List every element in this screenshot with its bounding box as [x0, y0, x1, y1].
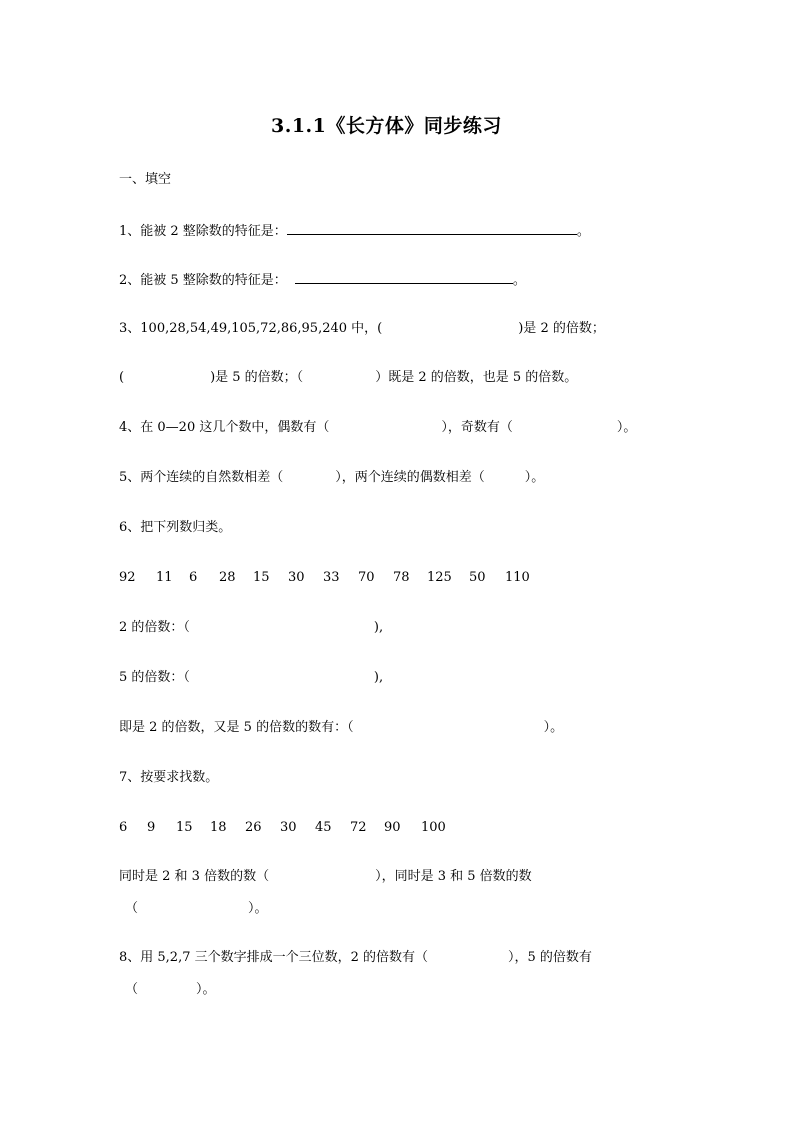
question-4-text-b: ），奇数有（: [441, 420, 513, 435]
number-item: 50: [469, 570, 486, 585]
question-7: 7、按要求找数。: [119, 770, 219, 785]
question-1-end: 。: [576, 224, 590, 239]
number-item: 30: [280, 820, 297, 835]
question-6-text-f: ）。: [543, 720, 564, 735]
question-4-text-c: ）。: [616, 420, 637, 435]
number-item: 90: [384, 820, 401, 835]
number-item: 18: [210, 820, 227, 835]
number-item: 9: [147, 820, 156, 835]
section-heading: 一、填空: [119, 172, 172, 187]
question-6-multiples-of-2: [119, 620, 383, 636]
number-item: 125: [427, 570, 452, 585]
question-8-text-b: ），5 的倍数有: [508, 950, 592, 965]
question-7-line-2: [125, 901, 268, 917]
question-5-text-b: ），两个连续的偶数相差（: [335, 470, 485, 485]
question-2-end: 。: [512, 273, 526, 288]
number-item: 78: [393, 570, 410, 585]
question-2-text: 2、能被 5 整除数的特征是：: [119, 273, 287, 288]
number-item: 11: [156, 570, 173, 585]
question-6-text-d: ),: [373, 670, 384, 685]
number-item: 110: [505, 570, 530, 585]
question-3-line-2: [119, 370, 577, 386]
number-item: 100: [421, 820, 446, 835]
answer-blank-2[interactable]: [295, 271, 513, 284]
number-item: 26: [245, 820, 262, 835]
question-6-text-a: 2 的倍数：（: [119, 620, 190, 635]
question-7-text-b: ），同时是 3 和 5 倍数的数: [375, 869, 532, 884]
question-8-text-c: （: [125, 982, 139, 997]
number-item: 45: [315, 820, 332, 835]
question-6: 6、把下列数归类。: [119, 520, 232, 535]
question-3-text-b: )是 2 的倍数；: [518, 321, 605, 336]
question-7-text-c: （: [125, 901, 139, 916]
question-8-text-d: ）。: [196, 982, 216, 997]
question-6-multiples-of-5: [119, 670, 383, 686]
question-8-line-1: [119, 950, 592, 966]
number-item: 33: [323, 570, 340, 585]
question-6-text-b: ),: [373, 620, 384, 635]
number-item: 92: [119, 570, 136, 585]
question-2: [119, 271, 526, 289]
page-title: 3.1.1《长方体》同步练习: [271, 115, 502, 137]
question-5-text-a: 5、两个连续的自然数相差（: [119, 470, 284, 485]
number-item: 70: [358, 570, 375, 585]
question-5: [119, 470, 544, 486]
question-6-text-c: 5 的倍数：（: [119, 670, 190, 685]
number-item: 30: [288, 570, 305, 585]
question-3-text-d: )是 5 的倍数；（: [210, 370, 304, 385]
question-3-text-a: 3、100,28,54,49,105,72,86,95,240 中，(: [119, 321, 383, 336]
question-8-line-2: [125, 982, 216, 998]
number-item: 28: [219, 570, 236, 585]
question-5-text-c: ）。: [524, 470, 545, 485]
question-4-text-a: 4、在 0—20 这几个数中，偶数有（: [119, 420, 330, 435]
question-7-text-d: ）。: [248, 901, 268, 916]
answer-blank-1[interactable]: [287, 222, 577, 235]
question-7-line-1: [119, 869, 532, 885]
question-7-text-a: 同时是 2 和 3 倍数的数（: [119, 869, 270, 884]
question-1-text: 1、能被 2 整除数的特征是：: [119, 224, 287, 239]
question-8-text-a: 8、用 5,2,7 三个数字排成一个三位数，2 的倍数有（: [119, 950, 429, 965]
number-item: 15: [253, 570, 270, 585]
question-6-text-e: 即是 2 的倍数，又是 5 的倍数的数有：（: [119, 720, 354, 735]
number-item: 72: [350, 820, 367, 835]
number-item: 6: [189, 570, 198, 585]
question-1: [119, 222, 590, 240]
question-3-line-1: [119, 321, 605, 337]
number-item: 15: [176, 820, 193, 835]
question-4: [119, 420, 636, 436]
number-item: 6: [119, 820, 128, 835]
question-3-text-c: (: [119, 370, 125, 385]
question-6-both: [119, 720, 563, 736]
question-3-text-e: ）既是 2 的倍数，也是 5 的倍数。: [375, 370, 578, 385]
